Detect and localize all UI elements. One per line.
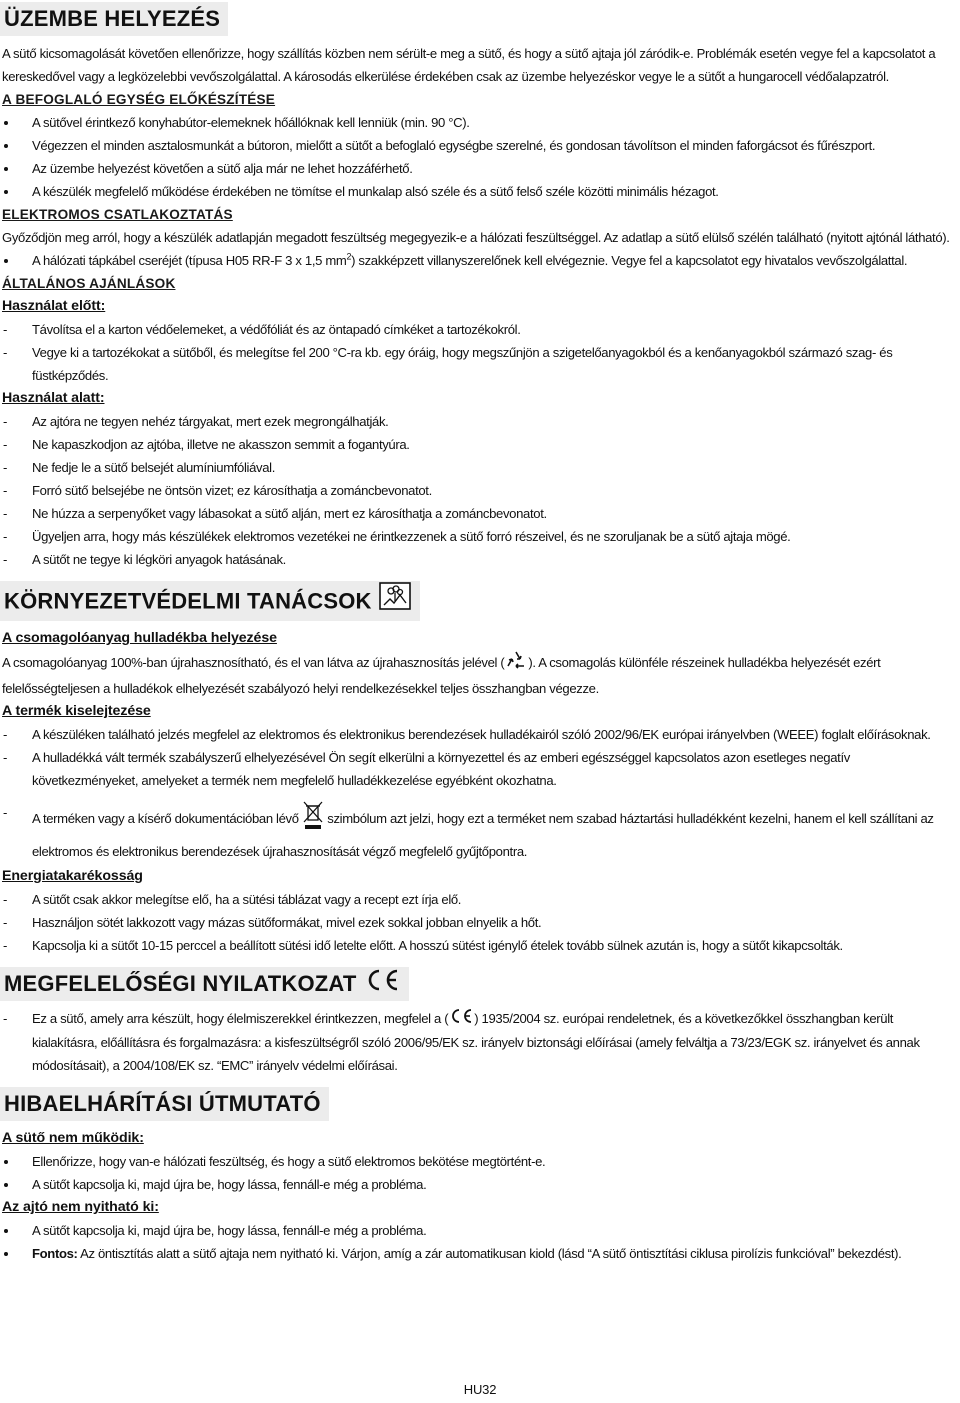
electrical-list (0, 249, 960, 272)
list-item: Az üzembe helyezést követően a sütő alja már ne lehet hozzáférhető. (0, 157, 960, 180)
energy-title: Energiatakarékosság (2, 868, 143, 884)
important-label: Fontos: (32, 1246, 78, 1262)
before-use-title: Használat előtt: (2, 298, 106, 314)
list-item: - Használjon sötét lakkozott vagy mázas sütőformákat, mivel ezek sokkal jobban elnyelik a hőt. (0, 911, 960, 934)
environment-heading-text: KÖRNYEZETVÉDELMI TANÁCSOK (4, 588, 372, 614)
superscript-2: 2 (346, 251, 352, 262)
electrical-title: ELEKTROMOS CSATLAKOZTATÁS (2, 207, 233, 222)
list-item (0, 800, 960, 865)
packaging-title: A csomagolóanyag hulladékba helyezése (2, 630, 277, 646)
door-list (0, 1219, 960, 1265)
door-title: Az ajtó nem nyitható ki: (2, 1199, 159, 1216)
during-use-title: Használat alatt: (2, 390, 105, 406)
list-item (0, 249, 960, 272)
energy-list (0, 888, 960, 957)
crossed-bin-icon (302, 800, 324, 839)
list-item: - A hulladékká vált termék szabályszerű elhelyezésével Ön segít elkerülni a környezettel és az emberi egészséggel kapcsolatos azon esetleges negatív következményeket, amelyeket a termék nem megfelelő hulladékkezelése egyébként okozhatna. (0, 746, 960, 792)
disposal-title: A termék kiselejtezése (2, 703, 151, 719)
list-item: - Kapcsolja ki a sütőt 10-15 perccel a beállított sütési idő letelte előtt. A hosszú sütést igénylő ételek tovább sülnek azután is, hogy a sütőt kikapcsolták. (0, 934, 960, 957)
manual-page (0, 2, 960, 1265)
ce-mark-icon (448, 1008, 474, 1031)
prep-title: A BEFOGLALÓ EGYSÉG ELŐKÉSZÍTÉSE (2, 92, 276, 107)
conformity-text-part-b: ) 1935/2004 sz. európai rendeletnek, és a következőkkel összhangban került kialakításra, előállításra és forgalmazásra: a kisfeszültségről szóló 2006/95/EK sz. irányelv biztonsági előírásai (amely felváltja a 73/23/EGK sz. irányelvet és annak módosításait), a 2004/108/EK sz. “EMC” irányelv védelmi előírásai. (32, 1011, 920, 1074)
list-item: - A sütőt csak akkor melegítse elő, ha a sütési táblázat vagy a recept ezt írja elő. (0, 888, 960, 911)
before-use-list (0, 318, 960, 387)
section-heading-conformity (0, 967, 409, 1001)
conformity-text-part-a: Ez a sütő, amely arra készült, hogy élelmiszerekkel érintkezzen, megfelel a ( (32, 1011, 449, 1026)
weee-text-part-b: szimbólum azt jelzi, hogy ezt a terméket nem szabad háztartási hulladékként kezelni, hanem el kell szállítani az elektromos és elektronikus berendezések újrahasznosítását végző megfelelő gyűjtőpontra. (32, 810, 934, 859)
list-item: A sütőt kapcsolja ki, majd újra be, hogy lássa, fennáll-e még a probléma. (0, 1173, 960, 1196)
list-item: - Távolítsa el a karton védőelemeket, a védőfóliát és az öntapadó címkéket a tartozékokról. (0, 318, 960, 341)
recycle-icon (504, 650, 528, 677)
list-item: - A készüléken található jelzés megfelel az elektromos és elektronikus berendezések hulladékairól szóló 2002/96/EK európai irányelvben (WEEE) foglalt előírásoknak. (0, 723, 960, 746)
packaging-text-part-a: A csomagolóanyag 100%-ban újrahasznosítható, és el van látva az újrahasznosítás jelével ( (2, 654, 505, 670)
section-heading-environment (0, 581, 420, 621)
disposal-list (0, 723, 960, 865)
list-item: - Az ajtóra ne tegyen nehéz tárgyakat, mert ezek megrongálhatják. (0, 410, 960, 433)
list-item: - A sütőt ne tegye ki légköri anyagok hatásának. (0, 548, 960, 571)
general-title: ÁLTALÁNOS AJÁNLÁSOK (2, 276, 176, 291)
section-heading-troubleshooting: HIBAELHÁRÍTÁSI ÚTMUTATÓ (0, 1087, 329, 1121)
weee-text-part-a: A terméken vagy a kísérő dokumentációban lévő (32, 810, 299, 826)
list-item (0, 1007, 960, 1077)
electrical-item-part-a: A hálózati tápkábel cseréjét (típusa H05 RR-F 3 x 1,5 mm (32, 253, 347, 268)
during-use-list (0, 410, 960, 571)
ce-mark-icon (363, 968, 401, 1002)
packaging-text-part-b: ). A csomagolás különféle részeinek hulladékba helyezését ezért felelősségteljesen a hulladékok elhelyezését szabályozó helyi rendelkezésekkel teljes összhangban végezze. (2, 654, 881, 696)
conformity-heading-text: MEGFELELŐSÉGI NYILATKOZAT (4, 971, 357, 996)
eco-flower-icon (378, 581, 412, 624)
installation-intro: A sütő kicsomagolását követően ellenőrizze, hogy szállítás közben nem sérült-e meg a sütő, és hogy a sütő ajtaja jól záródik-e. Problémák esetén vegye fel a kapcsolatot a kereskedővel vagy a legközelebbi vevőszolgálattal. A károsodás elkerülése érdekében csak az üzembe helyezéskor vegye le a sütőt a hungarocell védőalapzatról. (2, 46, 936, 84)
list-item: A készülék megfelelő működése érdekében ne tömítse el munkalap alsó széle és a sütő felső széle közötti minimális hézagot. (0, 180, 960, 203)
list-item: A sütőt kapcsolja ki, majd újra be, hogy lássa, fennáll-e még a probléma. (0, 1219, 960, 1242)
conformity-list (0, 1007, 960, 1077)
list-item: - Forró sütő belsejébe ne öntsön vizet; ez károsíthatja a zománcbevonatot. (0, 479, 960, 502)
not-working-list (0, 1150, 960, 1196)
packaging-text (2, 650, 960, 700)
list-item: - Ügyeljen arra, hogy más készülékek elektromos vezetékei ne érintkezzenek a sütő forró részeivel, és ne szoruljanak be a sütő ajtaja mögé. (0, 525, 960, 548)
important-text: Az öntisztítás alatt a sütő ajtaja nem nyitható ki. Várjon, amíg a zár automatikusan kiold (lásd “A sütő öntisztítási ciklusa pirolízis funkcióval” bekezdést). (77, 1246, 902, 1262)
electrical-text: Győződjön meg arról, hogy a készülék adatlapján megadott feszültség megegyezik-e a hálózati feszültséggel. Az adatlap a sütő elülső szélén található (nyitott ajtónál látható). (2, 230, 950, 245)
list-item: A sütővel érintkező konyhabútor-elemeknek hőállóknak kell lenniük (min. 90 °C). (0, 111, 960, 134)
list-item (0, 1242, 960, 1265)
page-number: HU32 (463, 1382, 497, 1397)
list-item: Ellenőrizze, hogy van-e hálózati feszültség, és hogy a sütő elektromos bekötése megtörtént-e. (0, 1150, 960, 1173)
prep-list (0, 111, 960, 203)
list-item: Végezzen el minden asztalosmunkát a bútoron, mielőtt a sütőt a befoglaló egységbe szerelné, és gondosan távolítson el minden faforgácsot és fűrészport. (0, 134, 960, 157)
oven-not-working-title: A sütő nem működik: (2, 1130, 144, 1147)
list-item: - Ne kapaszkodjon az ajtóba, illetve ne akasszon semmit a fogantyúra. (0, 433, 960, 456)
list-item: - Ne fedje le a sütő belsejét alumíniumfóliával. (0, 456, 960, 479)
electrical-item-part-b: ) szakképzett villanyszerelőnek kell elvégeznie. Vegye fel a kapcsolatot egy hivatalos vevőszolgálattal. (351, 253, 908, 268)
list-item: - Vegye ki a tartozékokat a sütőből, és melegítse fel 200 °C-ra kb. egy óráig, hogy megszűnjön a szigetelőanyagokból és a kenőanyagokból származó szag- és füstképződés. (0, 341, 960, 387)
list-item: - Ne húzza a serpenyőket vagy lábasokat a sütő alján, mert ez károsíthatja a zománcbevonatot. (0, 502, 960, 525)
section-heading-installation: ÜZEMBE HELYEZÉS (0, 2, 228, 36)
